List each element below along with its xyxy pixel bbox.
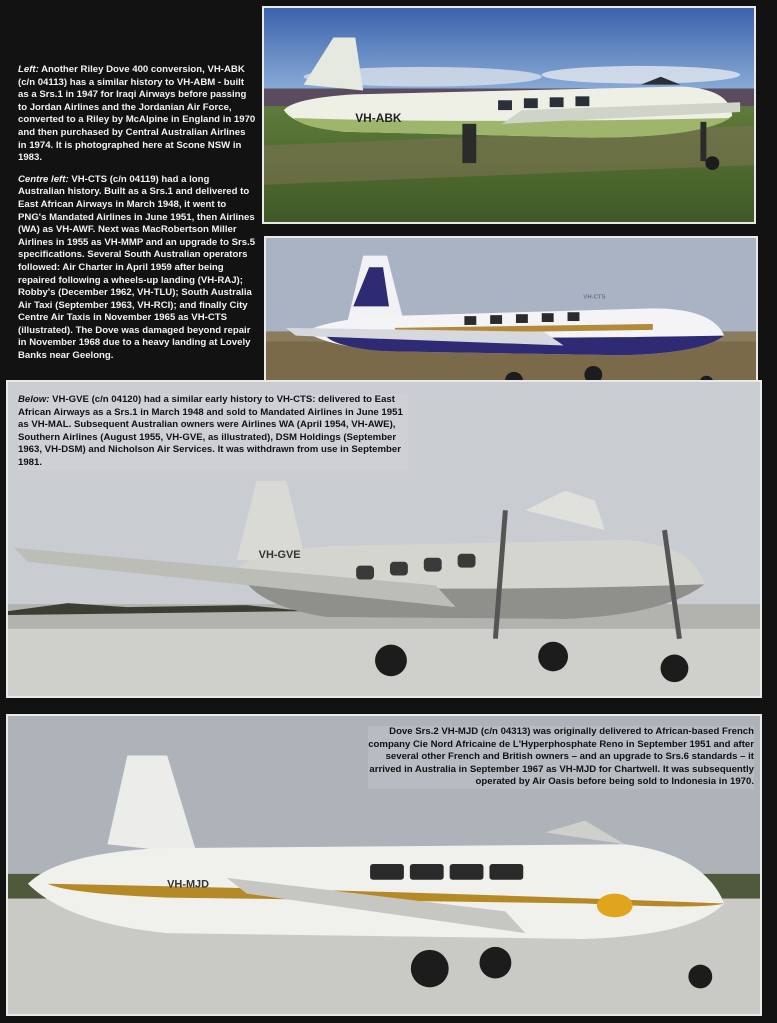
registration-label: VH-CTS [583, 294, 606, 301]
registration-label: VH-MJD [167, 878, 210, 891]
caption-lead: Centre left: [18, 173, 69, 185]
caption-text: Another Riley Dove 400 conversion, VH-ABK (c/n 04113) has a similar history to VH-ABM - built as a Srs.1 in 1947 for Iraqi Airways before passing to Jordan Airlines and the Jordanian Air Force, converted to a Riley by McAlpine in England in 1970 and then purchased by Central Australian Airlines in 1974. It is photographed here at Scone NSW in 1983. [18, 64, 256, 164]
caption-below [18, 394, 408, 470]
caption-text: VH-GVE (c/n 04120) had a similar early history to VH-CTS: delivered to East African Airways as a Srs.1 in March 1948 and sold to Mandated Airlines in June 1951 as VH-MAL. Subsequent Australian owners were Airlines WA (April 1954, VH-AWE), Southern Airlines (August 1955, VH-GVE, as illustrated), DSM Holdings (September 1963, VH-DSM) and Nicholson Air Services. It was withdrawn from use in September 1981. [18, 394, 403, 468]
photo-vh-mjd [6, 714, 762, 1016]
caption-lead: Left: [18, 64, 39, 75]
caption-lead: Below: [18, 394, 50, 405]
caption-bottom [368, 726, 754, 789]
caption-left [18, 64, 256, 372]
registration-label: VH-GVE [258, 548, 301, 561]
photo-vh-gve [6, 380, 762, 698]
caption-text: VH-CTS (c/n 04119) had a long Australian history. Built as a Srs.1 and delivered to East African Airways in March 1948, it went to PNG's Mandated Airlines in June 1951, then Airlines (WA) as VH-AWF. Next was MacRobertson Miller Airlines in 1955 as VH-MMP and an upgrade to Srs.5 specifications. Several South Australian operators followed: Air Charter in April 1959 after being repaired following a wheels-up landing (VH-RAJ); Robby's (December 1962, VH-TLU); South Australia Air Taxi (September 1963, VH-RCI); and finally City Centre Air Taxis in November 1965 as VH-CTS (illustrated). The Dove was damaged beyond repair in November 1968 due to a heavy landing at Lovely Banks near Geelong. [18, 173, 256, 362]
registration-label: VH-ABK [355, 110, 402, 125]
photo-vh-abk [262, 6, 756, 224]
caption-text: Dove Srs.2 VH-MJD (c/n 04313) was originally delivered to African-based French company Cie Nord Africaine de L'Hyperphosphate Reno in September 1951 and after several other French and British owners – and an upgrade to Srs.6 standards – it arrived in Australia in September 1967 as VH-MJD for Chartwell. It was subsequently operated by Air Oasis before being sold to Indonesia in 1970. [368, 726, 754, 788]
